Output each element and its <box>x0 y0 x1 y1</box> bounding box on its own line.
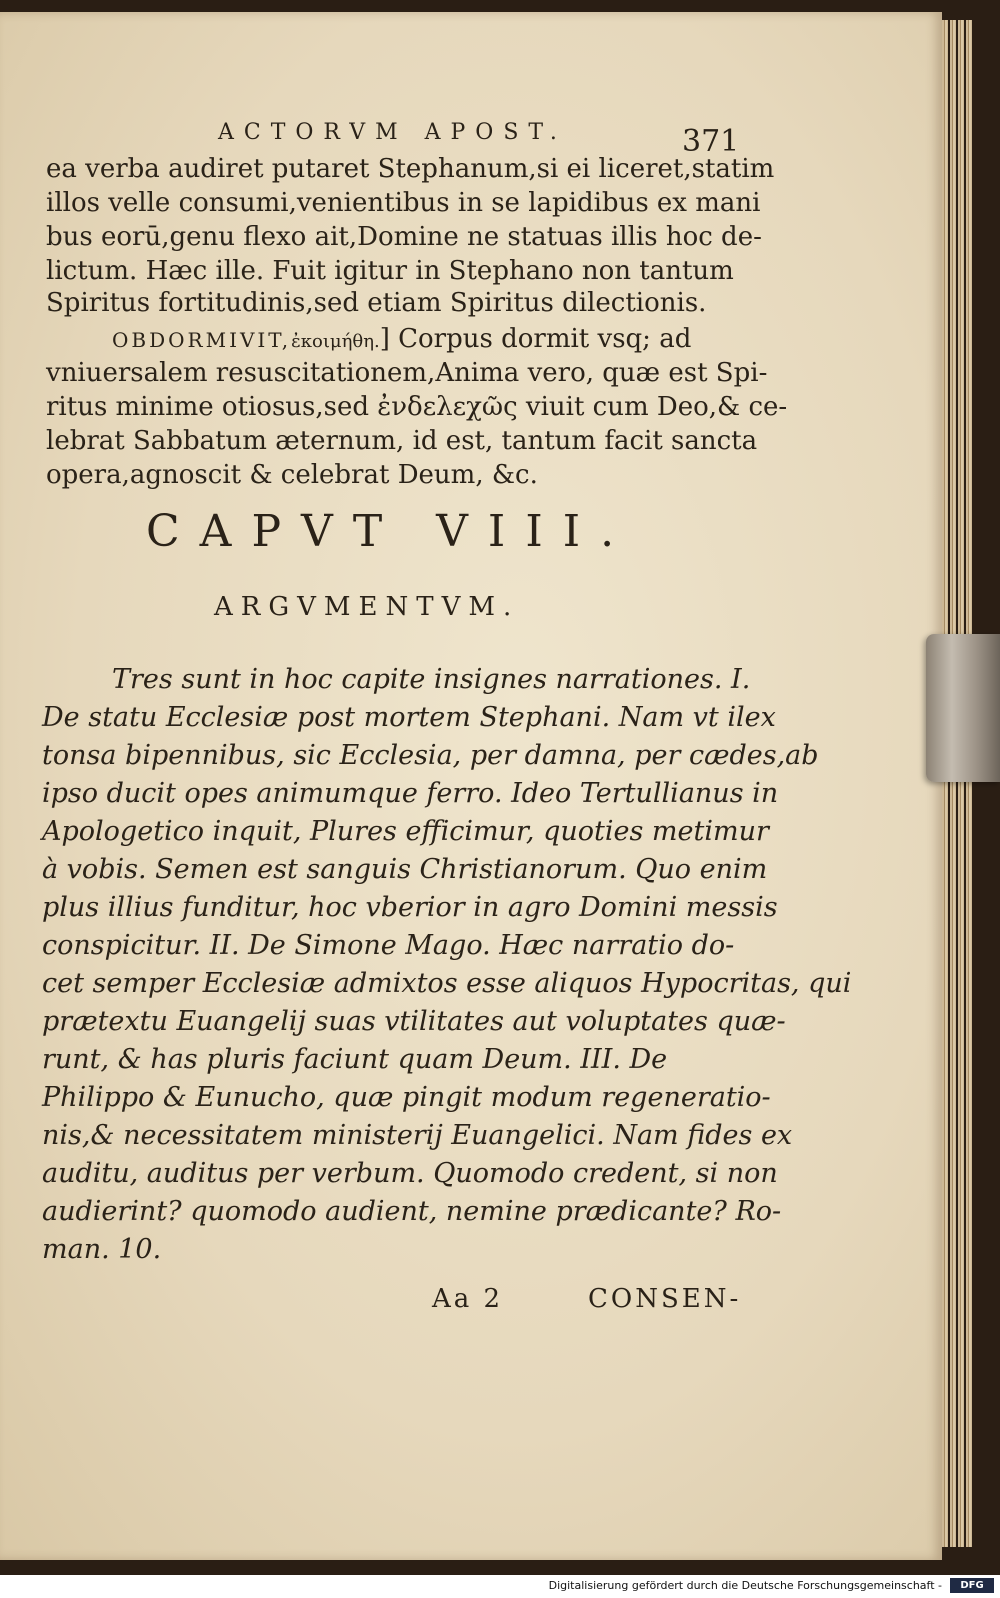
text-line: illos velle consumi,venientibus in se lapidibus ex mani <box>46 188 761 218</box>
argument-line: ipso ducit opes animumque ferro. Ideo Tertullianus in <box>42 778 779 809</box>
page-edges <box>950 20 956 1547</box>
text-line: ea verba audiret putaret Stephanum,si ei liceret,statim <box>46 154 775 184</box>
obdormivit-greek: ἐκοιμήθη. <box>291 331 380 352</box>
argument-line: cet semper Ecclesiæ admixtos esse aliquos Hypocritas, qui <box>42 968 852 999</box>
argument-line: auditu, auditus per verbum. Quomodo credent, si non <box>42 1158 778 1189</box>
argument-line: prætextu Euangelij suas vtilitates aut voluptates quæ- <box>42 1006 786 1037</box>
book-page <box>0 12 942 1560</box>
argument-line: nis,& necessitatem ministerij Euangelici. Nam fides ex <box>42 1120 793 1151</box>
text-line: lebrat Sabbatum æternum, id est, tantum facit sancta <box>46 426 758 456</box>
text-line: bus eorū,genu flexo ait,Domine ne statuas illis hoc de- <box>46 222 762 252</box>
chapter-title: CAPVT VIII. <box>146 506 635 557</box>
obdormivit-lemma: OBDORMIVIT, <box>112 328 292 352</box>
running-head: ACTORVM APOST. <box>218 120 567 145</box>
argument-line: tonsa bipennibus, sic Ecclesia, per damna, per cædes,ab <box>42 740 819 771</box>
argument-line: à vobis. Semen est sanguis Christianorum. Quo enim <box>42 854 768 885</box>
text-line: lictum. Hæc ille. Fuit igitur in Stephano non tantum <box>46 256 734 286</box>
argument-line: plus illius funditur, hoc vberior in agro Domini messis <box>42 892 778 923</box>
text-line: vniuersalem resuscitationem,Anima vero, quæ est Spi- <box>46 358 768 388</box>
argument-line: De statu Ecclesiæ post mortem Stephani. Nam vt ilex <box>42 702 776 733</box>
dfg-logo: DFG <box>950 1578 994 1593</box>
book-clamp <box>926 634 1000 782</box>
catchword: CONSEN- <box>588 1284 742 1314</box>
text-line: Spiritus fortitudinis,sed etiam Spiritus dilectionis. <box>46 288 707 318</box>
argument-line: Apologetico inquit, Plures efficimur, quoties metimur <box>42 816 769 847</box>
text-line: ritus minime otiosus,sed ἐνδελεχῶς viuit cum Deo,& ce- <box>46 392 788 422</box>
obdormivit-text: ] Corpus dormit vsq; ad <box>379 324 692 354</box>
page-edges <box>958 20 964 1547</box>
obdormivit-line <box>112 324 732 354</box>
text-line: opera,agnoscit & celebrat Deum, &c. <box>46 460 538 490</box>
argument-line: man. 10. <box>42 1234 162 1265</box>
signature-mark: Aa 2 <box>432 1284 504 1314</box>
footer-bar <box>0 1575 1000 1598</box>
page-edges <box>942 20 948 1547</box>
argument-line: audierint? quomodo audient, nemine prædicante? Ro- <box>42 1196 782 1227</box>
page-edges <box>966 20 972 1547</box>
argument-line: conspicitur. II. De Simone Mago. Hæc narratio do- <box>42 930 735 961</box>
argument-title: ARGVMENTVM. <box>214 592 520 622</box>
footer-credit: Digitalisierung gefördert durch die Deutsche Forschungsgemeinschaft - <box>548 1579 942 1592</box>
argument-line: Tres sunt in hoc capite insignes narrationes. I. <box>112 664 751 695</box>
page-number: 371 <box>682 124 740 159</box>
argument-line: Philippo & Eunucho, quæ pingit modum regeneratio- <box>42 1082 771 1113</box>
argument-line: runt, & has pluris faciunt quam Deum. III. De <box>42 1044 668 1075</box>
